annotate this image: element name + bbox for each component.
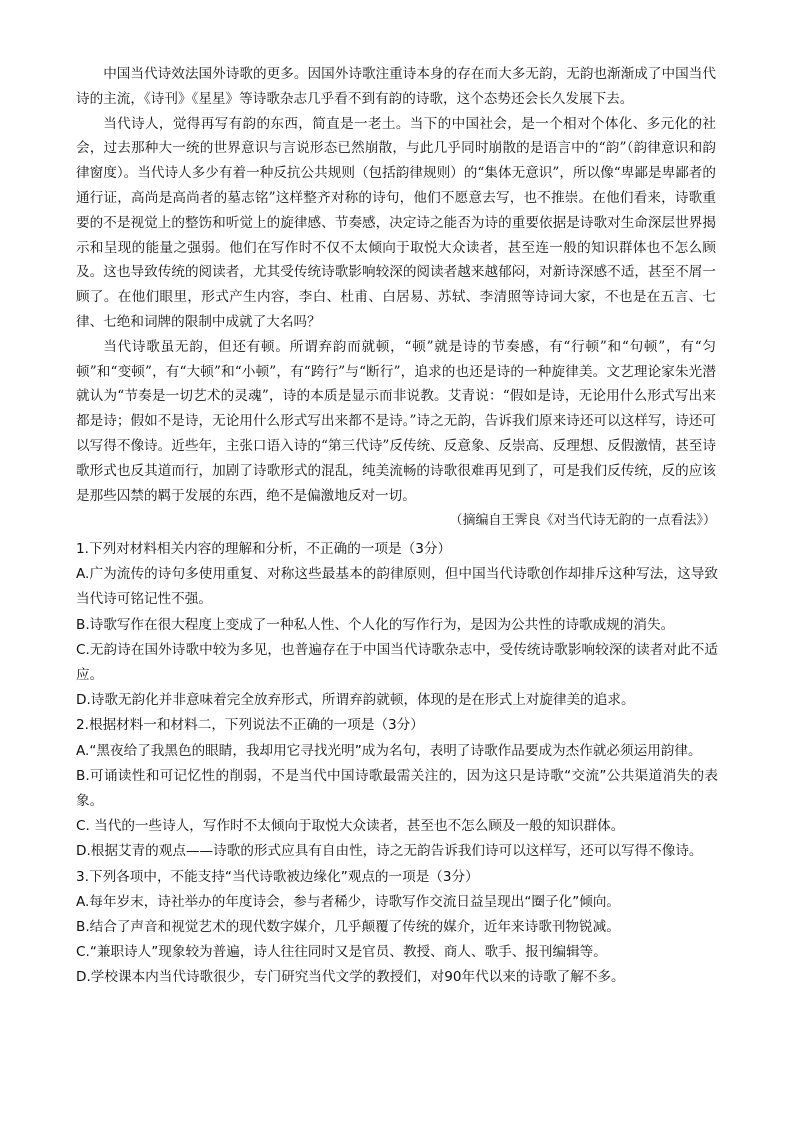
question-3 <box>76 865 718 991</box>
option-d: D.根据艾青的观点——诗歌的形式应具有自由性，诗之无韵告诉我们诗可以这样写，还可以写得不像诗。 <box>76 843 703 860</box>
option-a: A.“黑夜给了我黑色的眼睛，我却用它寻找光明”成为名句，表明了诗歌作品要成为杰作就必须运用韵律。 <box>76 742 702 759</box>
option-d: D.诗歌无韵化并非意味着完全放弃形式，所谓弃韵就顿，体现的是在形式上对旋律美的追求。 <box>76 692 635 709</box>
option-b: B.诗歌写作在很大程度上变成了一种私人性、个人化的写作行为，是因为公共性的诗歌成规的消失。 <box>76 616 675 633</box>
option-b: B.可诵读性和可记忆性的削弱，不是当代中国诗歌最需关注的，因为这只是诗歌“交流”公共渠道消失的表象。 <box>76 767 718 810</box>
option-b: B.结合了声音和视觉艺术的现代数字媒介，几乎颠覆了传统的媒介，近年来诗歌刊物锐减。 <box>76 919 620 936</box>
question-list <box>76 537 718 991</box>
passage-paragraph: 中国当代诗效法国外诗歌的更多。因国外诗歌注重诗本身的存在而大多无韵，无韵也渐渐成了中国当代诗的主流，《诗刊》《星星》等诗歌杂志几乎看不到有韵的诗歌，这个态势还会长久发展下去。 <box>76 66 716 107</box>
option-a: A.广为流传的诗句多使用重复、对称这些最基本的韵律原则，但中国当代诗歌创作却排斥这种写法，这导致当代诗可铭记性不强。 <box>76 566 718 608</box>
question-1 <box>76 537 718 713</box>
question-stem: 2.根据材料一和材料二，下列说法不正确的一项是（3分） <box>76 717 424 734</box>
question-stem: 3.下列各项中，不能支持“当代诗歌被边缘化”观点的一项是（3分） <box>76 868 479 885</box>
question-2 <box>76 713 718 864</box>
reading-passage <box>76 62 716 508</box>
passage-source: （摘编自王霁良《对当代诗无韵的一点看法》） <box>449 513 716 528</box>
passage-paragraph: 当代诗歌虽无韵，但还有顿。所谓弃韵而就顿，“顿”就是诗的节奏感，有“行顿”和“句顿”，有“匀顿”和“变顿”，有“大顿”和“小顿”，有“跨行”与“断行”，追求的也还是诗的一种旋律美。文艺理论家朱光潜就认为“节奏是一切艺术的灵魂”，诗的本质是显示而非说教。艾青说：“假如是诗，无论用什么形式写出来都是诗；假如不是诗，无论用什么形式写出来都不是诗。”诗之无韵，告诉我们原来诗还可以这样写，诗还可以写得不像诗。近些年，主张口语入诗的“第三代诗”反传统、反意象、反崇高、反理想、反假激情，甚至诗歌形式也反其道而行，加剧了诗歌形式的混乱，纯美流畅的诗歌很难再见到了，可是我们反传统，反的应该是那些囚禁的羁于发展的东西，绝不是偏激地反对一切。 <box>76 338 716 504</box>
option-d: D.学校课本内当代诗歌很少，专门研究当代文学的教授们，对90年代以来的诗歌了解不多。 <box>76 969 625 986</box>
question-stem: 1.下列对材料相关内容的理解和分析，不正确的一项是（3分） <box>76 541 452 557</box>
option-c: C.“兼职诗人”现象较为普遍，诗人往往同时又是官员、教授、商人、歌手、报刊编辑等。 <box>76 944 607 961</box>
option-a: A.每年岁末，诗社举办的年度诗会，参与者稀少，诗歌写作交流日益呈现出“圈子化”倾向。 <box>76 893 621 910</box>
option-c: C. 当代的一些诗人，写作时不太倾向于取悦大众读者，甚至也不怎么顾及一般的知识群体。 <box>76 818 625 835</box>
passage-paragraph: 当代诗人，觉得再写有韵的东西，简直是一老土。当下的中国社会，是一个相对个体化、多元化的社会，过去那种大一统的世界意识与言说形态已然崩散，与此几乎同时崩散的是语言中的“韵”（韵律意识和韵律窗度）。当代诗人多少有着一种反抗公共规则（包括韵律规则）的“集体无意识”，所以像“卑鄙是卑鄙者的通行证，高尚是高尚者的墓志铭”这样整齐对称的诗句，他们不愿意去写，也不推崇。在他们看来，诗歌重要的不是视觉上的整饬和听觉上的旋律感、节奏感，决定诗之能否为诗的重要依据是诗歌对生命深层世界揭示和呈现的能量之强弱。他们在写作时不仅不太倾向于取悦大众读者，甚至连一般的知识群体也不怎么顾及。这也导致传统的阅读者，尤其受传统诗歌影响较深的阅读者越来越郁闷，对新诗深感不适，甚至不屑一顾了。在他们眼里，形式产生内容，李白、杜甫、白居易、苏轼、李清照等诗词大家，不也是在五言、七律、七绝和词牌的限制中成就了大名吗？ <box>76 115 716 330</box>
option-c: C.无韵诗在国外诗歌中较为多见，也普遍存在于中国当代诗歌杂志中，受传统诗歌影响较深的读者对此不适应。 <box>76 641 718 684</box>
